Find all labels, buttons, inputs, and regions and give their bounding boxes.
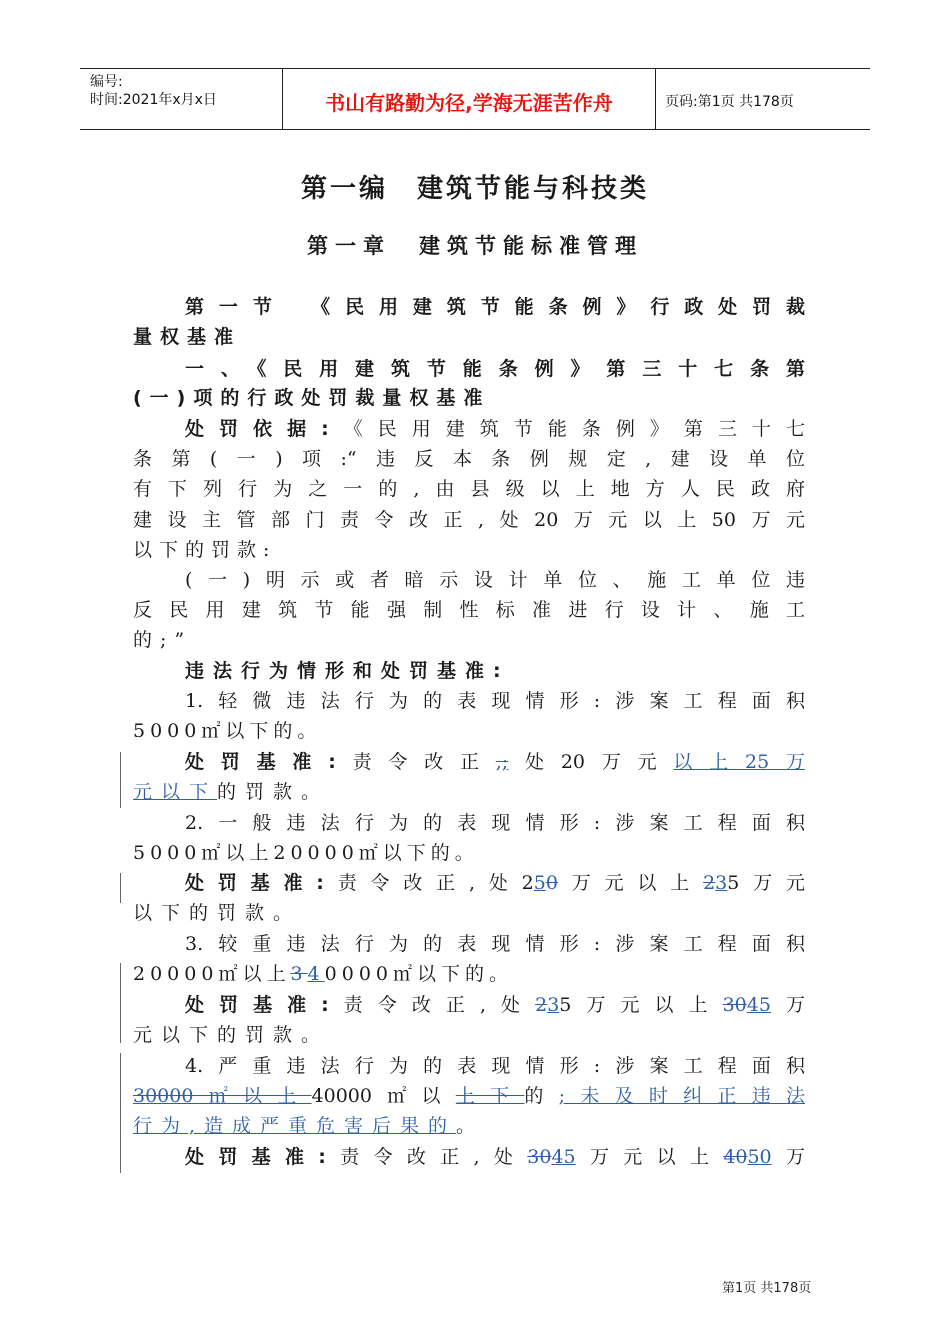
paragraph-line: 有下列行为之一的,由县级以上地方人民政府 — [133, 478, 805, 500]
paragraph-line: 条第(一)项:“违反本条例规定,建设单位 — [133, 448, 805, 470]
text-span: 万元以上 — [557, 872, 704, 894]
revision-deleted: 3 — [290, 963, 308, 985]
part-title: 第一编 建筑节能与科技类 — [300, 174, 649, 204]
paragraph-line: 1.轻微违法行为的表现情形:涉案工程面积 — [185, 690, 805, 712]
text-span: 5万元以上 — [559, 994, 723, 1016]
paragraph-line — [133, 1111, 805, 1141]
paragraph-line — [133, 959, 805, 989]
paragraph-line — [185, 747, 805, 777]
text-span: 万元以上 — [575, 1146, 724, 1168]
header-motto-cell — [282, 69, 656, 129]
subsection-heading-cont: (一)项的行政处罚裁量权基准 — [133, 387, 491, 409]
revision-deleted: ,; — [495, 751, 509, 773]
subsection-heading: 一、《民用建筑节能条例》第三十七条第 — [185, 358, 805, 380]
revision-inserted: 行为,造成严重危害后果的 — [133, 1115, 457, 1137]
paragraph-line: (一)明示或者暗示设计单位、施工单位违 — [185, 569, 805, 591]
revision-deleted: 30000㎡以上 — [133, 1085, 312, 1107]
paragraph-line — [185, 414, 805, 444]
paragraph-line: 以下的罚款: — [133, 539, 277, 561]
revision-deleted: 40 — [723, 1146, 748, 1168]
paragraph-line — [185, 990, 805, 1020]
revision-inserted: 以上25万 — [673, 751, 805, 773]
text-span: 责令改正 — [335, 751, 496, 773]
paragraph-line: 以下的罚款。 — [133, 902, 302, 924]
header-page-label: 页码:第1页 共178页 — [665, 94, 794, 110]
paragraph-line — [185, 1142, 805, 1172]
revision-inserted: 50 — [747, 1146, 772, 1168]
revision-bar — [120, 1053, 121, 1173]
paragraph-line: 的;” — [133, 629, 193, 651]
revision-deleted: 30 — [527, 1146, 552, 1168]
revision-inserted: 4 — [307, 963, 325, 985]
section-heading-cont: 量权基准 — [133, 326, 242, 348]
motto-text: 书山有路勤为径,学海无涯苦作舟 — [325, 91, 613, 115]
paragraph-line: 反民用建筑节能强制性标准进行设计、施工 — [133, 599, 805, 621]
revision-bar — [120, 873, 121, 903]
revision-inserted: 元以下 — [133, 781, 218, 803]
text-span: 处20万元 — [508, 751, 674, 773]
criteria-heading: 违法行为情形和处罚基准: — [185, 660, 510, 682]
criteria-label: 处罚基准: — [185, 994, 329, 1016]
revision-deleted: 0 — [545, 872, 558, 894]
text-span: 责令改正,处 — [328, 994, 536, 1016]
paragraph-line: 3.较重违法行为的表现情形:涉案工程面积 — [185, 933, 805, 955]
footer-page-label: 第1页 共178页 — [722, 1281, 812, 1296]
text-span: 的 — [524, 1085, 559, 1107]
revision-inserted: 45 — [746, 994, 771, 1016]
text-span: 《民用建筑节能条例》第三十七 — [328, 418, 805, 440]
revision-inserted: 3 — [547, 994, 560, 1016]
revision-deleted: 30 — [722, 994, 747, 1016]
revision-inserted: 45 — [551, 1146, 576, 1168]
text-span: 万 — [770, 994, 805, 1016]
text-span: 0000㎡以下的。 — [324, 963, 513, 985]
section-heading: 第一节 《民用建筑节能条例》行政处罚裁 — [185, 296, 805, 318]
chapter-title: 第一章 建筑节能标准管理 — [307, 234, 643, 258]
revision-deleted: 2 — [703, 872, 716, 894]
revision-bar — [120, 752, 121, 808]
paragraph-line — [133, 1081, 805, 1111]
doc-time-label: 时间:2021年x月x日 — [90, 92, 217, 108]
criteria-label: 处罚基准: — [185, 872, 324, 894]
text-span: 的罚款。 — [217, 781, 330, 803]
text-span: 20000㎡以上 — [133, 963, 291, 985]
paragraph-line: 建设主管部门责令改正,处20万元以上50万元 — [133, 509, 805, 531]
revision-bar — [120, 963, 121, 1043]
page-header — [80, 68, 870, 130]
paragraph-line — [133, 777, 805, 807]
paragraph-line: 元以下的罚款。 — [133, 1024, 330, 1046]
revision-deleted: 上下 — [455, 1085, 525, 1107]
text-span: 万 — [771, 1146, 805, 1168]
text-span: 责令改正,处 — [325, 1146, 528, 1168]
revision-deleted: 2 — [535, 994, 548, 1016]
paragraph-line: 4.严重违法行为的表现情形:涉案工程面积 — [185, 1055, 805, 1077]
header-page-cell — [655, 69, 870, 129]
text-span: 5万元 — [727, 872, 805, 894]
revision-inserted: 3 — [715, 872, 728, 894]
paragraph-line: 5000㎡以下的。 — [133, 720, 322, 742]
basis-label: 处罚依据: — [185, 418, 329, 440]
paragraph-line: 5000㎡以上20000㎡以下的。 — [133, 842, 479, 864]
paragraph-line — [185, 868, 805, 898]
text-span: 40000㎡以 — [311, 1085, 456, 1107]
paragraph-line: 2.一般违法行为的表现情形:涉案工程面积 — [185, 812, 805, 834]
header-info-cell — [80, 69, 282, 129]
text-span: 。 — [456, 1115, 485, 1137]
criteria-label: 处罚基准: — [185, 1146, 326, 1168]
criteria-label: 处罚基准: — [185, 751, 336, 773]
revision-inserted: ;未及时纠正违法 — [558, 1085, 805, 1107]
text-span: 责令改正,处2 — [323, 872, 534, 894]
doc-number-label: 编号: — [90, 74, 123, 90]
revision-inserted: 5 — [533, 872, 546, 894]
